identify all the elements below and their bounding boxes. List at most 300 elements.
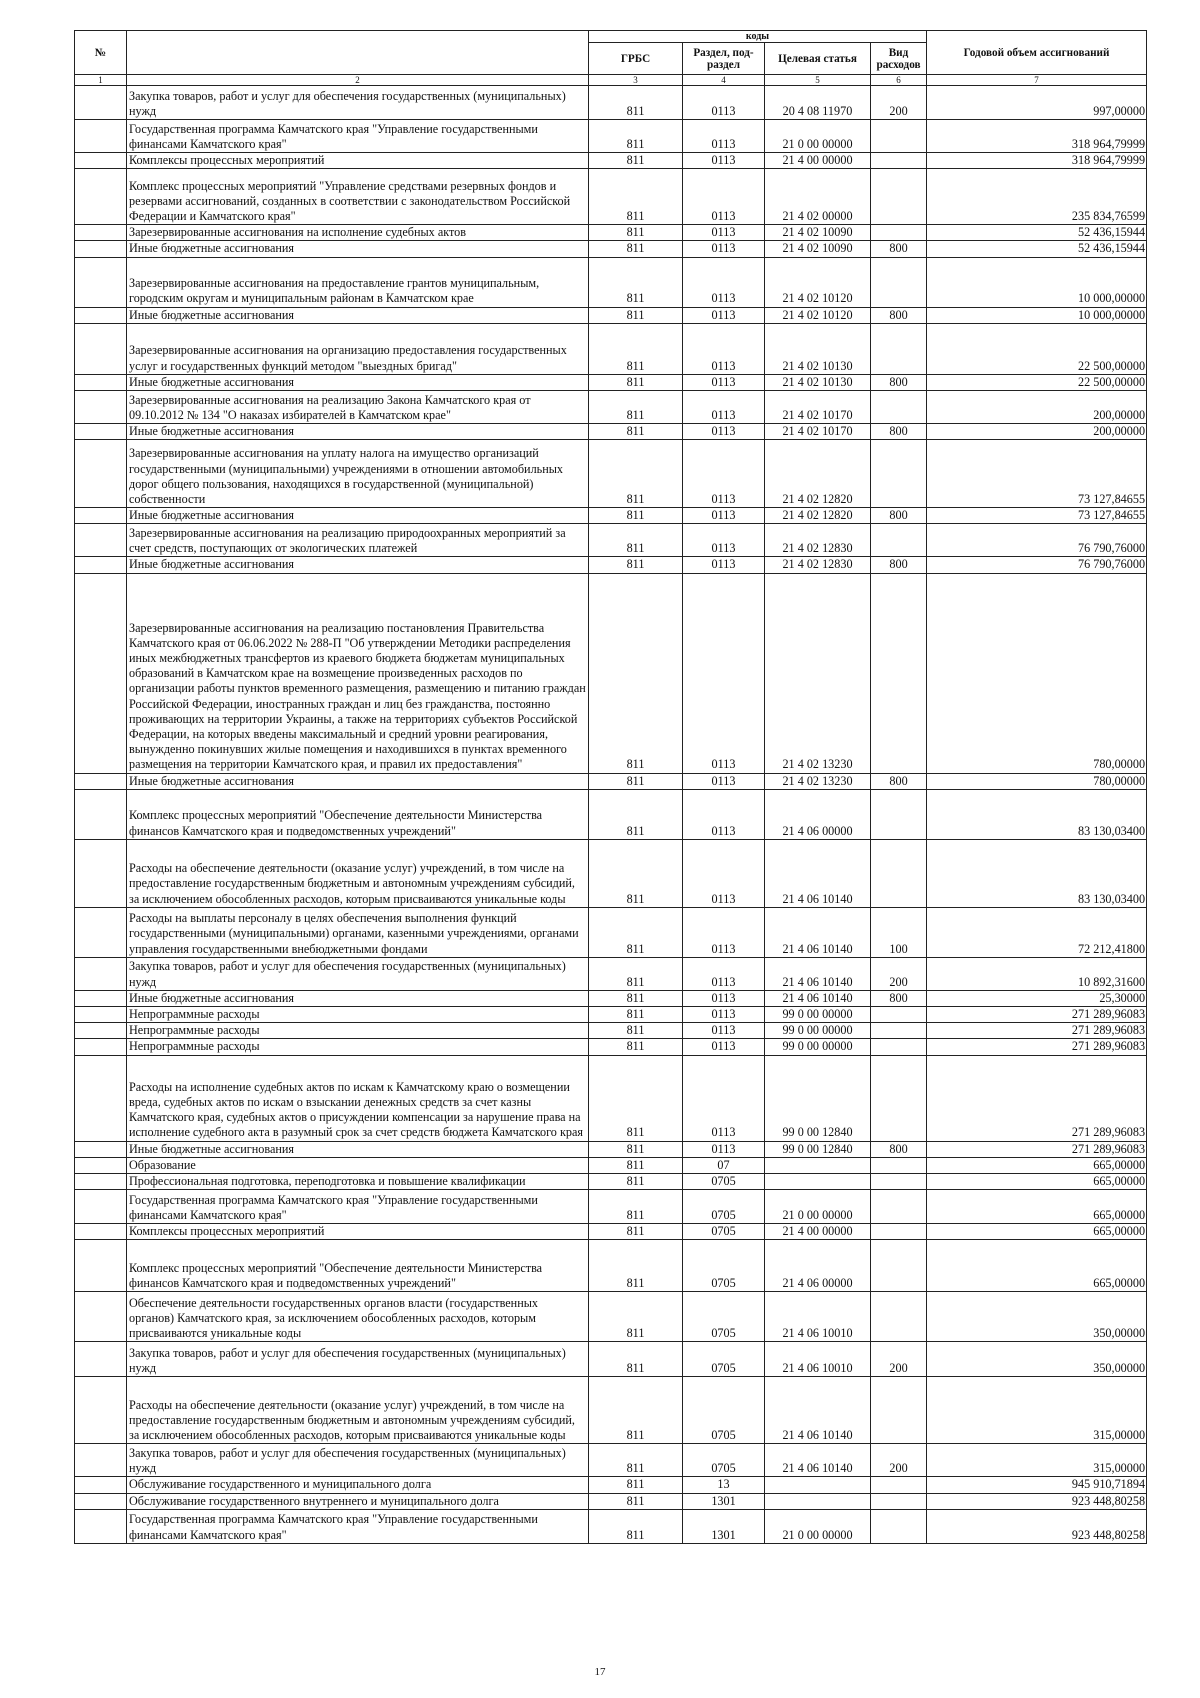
row-celevaya: 21 4 02 10090 [765,225,871,241]
row-grbs: 811 [589,839,683,907]
row-razdel: 0113 [683,86,765,120]
row-amount: 315,00000 [927,1444,1147,1477]
row-number [75,1157,127,1173]
row-razdel: 0113 [683,508,765,524]
row-vid [871,391,927,424]
row-grbs: 811 [589,1007,683,1023]
row-amount: 72 212,41800 [927,907,1147,957]
row-amount: 780,00000 [927,573,1147,773]
row-grbs: 811 [589,1055,683,1141]
row-number [75,1023,127,1039]
header-celevaya: Целевая статья [765,43,871,75]
row-description: Обеспечение деятельности государственных органов власти (государственных органов) Камчатского края, за исключением обособленных расходов, которым присваиваются уникальные коды [127,1292,589,1342]
row-celevaya: 99 0 00 00000 [765,1007,871,1023]
row-number [75,1224,127,1240]
row-vid [871,1039,927,1055]
row-celevaya: 21 0 00 00000 [765,120,871,153]
row-razdel: 0113 [683,573,765,773]
row-celevaya [765,1157,871,1173]
row-description: Расходы на обеспечение деятельности (оказание услуг) учреждений, в том числе на предоставление государственным бюджетным и автономным учреждениям субсидий, за исключением обособленных расходов, которым присваиваются уникальные коды [127,839,589,907]
page-number: 17 [594,1666,606,1678]
table-row [75,1157,1147,1173]
table-row [75,374,1147,390]
row-razdel: 0113 [683,789,765,839]
row-razdel: 0113 [683,524,765,557]
table-row [75,1190,1147,1224]
table-row [75,391,1147,424]
row-number [75,307,127,323]
row-number [75,120,127,153]
row-razdel: 0113 [683,307,765,323]
row-amount: 997,00000 [927,86,1147,120]
row-vid [871,839,927,907]
row-grbs: 811 [589,1157,683,1173]
row-vid [871,1023,927,1039]
table-row [75,1174,1147,1190]
row-celevaya: 21 4 06 10010 [765,1292,871,1342]
table-row [75,1039,1147,1055]
row-description: Зарезервированные ассигнования на реализацию Закона Камчатского края от 09.10.2012 № 134 "О наказах избирателей в Камчатском крае" [127,391,589,424]
header-grbs: ГРБС [589,43,683,75]
row-description: Зарезервированные ассигнования на предоставление грантов муниципальным, городским округам и муниципальным районам в Камчатском крае [127,257,589,307]
row-celevaya: 21 4 02 10170 [765,424,871,440]
row-celevaya: 99 0 00 12840 [765,1055,871,1141]
table-row [75,1292,1147,1342]
col-number: 5 [765,75,871,86]
row-description: Закупка товаров, работ и услуг для обеспечения государственных (муниципальных) нужд [127,86,589,120]
table-row [75,1023,1147,1039]
row-celevaya: 99 0 00 00000 [765,1039,871,1055]
header-num: № [75,31,127,75]
table-row [75,1055,1147,1141]
header-codes: коды [589,31,927,43]
table-row [75,1141,1147,1157]
row-number [75,86,127,120]
row-celevaya [765,1174,871,1190]
row-vid [871,1190,927,1224]
row-razdel: 0113 [683,557,765,573]
row-razdel: 0113 [683,323,765,374]
row-number [75,169,127,225]
row-razdel: 0113 [683,169,765,225]
row-grbs: 811 [589,957,683,990]
row-vid: 200 [871,86,927,120]
row-razdel: 0705 [683,1444,765,1477]
row-number [75,508,127,524]
row-celevaya: 21 4 02 12830 [765,524,871,557]
row-grbs: 811 [589,120,683,153]
row-number [75,241,127,257]
table-row [75,957,1147,990]
row-celevaya: 21 4 02 12830 [765,557,871,573]
row-grbs: 811 [589,1190,683,1224]
row-number [75,1007,127,1023]
row-description: Иные бюджетные ассигнования [127,241,589,257]
row-celevaya: 21 4 02 10130 [765,374,871,390]
row-vid [871,1509,927,1543]
table-row [75,120,1147,153]
row-description: Зарезервированные ассигнования на реализацию постановления Правительства Камчатского края от 06.06.2022 № 288-П "Об утверждении Методики распределения иных межбюджетных трансфертов из краевого бюджета бюджетам муниципальных образований в Камчатском крае на возмещение произведенных расходов по организации работы пунктов временного размещения, размещению и питанию граждан Российской Федерации, иностранных граждан и лиц без гражданства, постоянно проживающих на территории Украины, а также на территориях субъектов Российской Федерации, на которых введены максимальный и средний уровни реагирования, вынужденно покинувших жилые помещения и находившихся в пунктах временного размещения на территории Камчатского края, и правил их предоставления" [127,573,589,773]
row-vid [871,1174,927,1190]
row-amount: 665,00000 [927,1190,1147,1224]
row-amount: 271 289,96083 [927,1055,1147,1141]
row-celevaya: 21 4 00 00000 [765,1224,871,1240]
row-number [75,323,127,374]
row-grbs: 811 [589,391,683,424]
row-grbs: 811 [589,524,683,557]
row-vid [871,524,927,557]
row-description: Иные бюджетные ассигнования [127,424,589,440]
row-grbs: 811 [589,789,683,839]
row-vid [871,120,927,153]
row-vid: 800 [871,241,927,257]
row-description: Государственная программа Камчатского края "Управление государственными финансами Камчатского края" [127,120,589,153]
row-number [75,907,127,957]
row-amount: 10 000,00000 [927,307,1147,323]
row-description: Обслуживание государственного внутреннего и муниципального долга [127,1493,589,1509]
row-vid [871,440,927,508]
row-amount: 73 127,84655 [927,508,1147,524]
row-description: Расходы на исполнение судебных актов по искам к Камчатскому краю о возмещении вреда, судебных актов по искам о взыскании денежных средств за счет казны Камчатского края, судебных актов о присуждении компенсации за нарушение права на исполнение судебного акта в разумный срок за счет средств бюджета Камчатского края [127,1055,589,1141]
row-grbs: 811 [589,1240,683,1292]
row-razdel: 0113 [683,225,765,241]
row-description: Иные бюджетные ассигнования [127,990,589,1006]
row-description: Профессиональная подготовка, переподготовка и повышение квалификации [127,1174,589,1190]
table-row [75,1240,1147,1292]
row-razdel: 07 [683,1157,765,1173]
row-number [75,1377,127,1444]
row-amount: 923 448,80258 [927,1493,1147,1509]
row-razdel: 0113 [683,153,765,169]
row-number [75,1493,127,1509]
table-row [75,508,1147,524]
row-celevaya: 21 0 00 00000 [765,1509,871,1543]
row-description: Комплекс процессных мероприятий "Обеспечение деятельности Министерства финансов Камчатского края и подведомственных учреждений" [127,1240,589,1292]
row-number [75,957,127,990]
row-razdel: 13 [683,1477,765,1493]
row-description: Иные бюджетные ассигнования [127,773,589,789]
row-celevaya: 21 4 00 00000 [765,153,871,169]
table-row [75,1493,1147,1509]
row-vid [871,323,927,374]
row-celevaya: 21 4 02 00000 [765,169,871,225]
row-amount: 350,00000 [927,1342,1147,1377]
row-celevaya: 21 4 02 13230 [765,773,871,789]
row-celevaya: 21 4 06 10140 [765,990,871,1006]
row-vid [871,1055,927,1141]
row-amount: 76 790,76000 [927,524,1147,557]
row-vid [871,1157,927,1173]
row-description: Иные бюджетные ассигнования [127,1141,589,1157]
row-number [75,1444,127,1477]
row-description: Комплексы процессных мероприятий [127,1224,589,1240]
row-razdel: 0113 [683,907,765,957]
row-celevaya: 21 4 06 00000 [765,1240,871,1292]
row-grbs: 811 [589,1477,683,1493]
row-grbs: 811 [589,257,683,307]
row-number [75,1509,127,1543]
row-grbs: 811 [589,508,683,524]
table-row [75,225,1147,241]
row-vid [871,257,927,307]
row-grbs: 811 [589,424,683,440]
row-grbs: 811 [589,1493,683,1509]
row-description: Комплексы процессных мероприятий [127,153,589,169]
row-amount: 25,30000 [927,990,1147,1006]
row-amount: 350,00000 [927,1292,1147,1342]
table-row [75,773,1147,789]
table-row [75,839,1147,907]
row-amount: 665,00000 [927,1174,1147,1190]
row-grbs: 811 [589,1174,683,1190]
row-description: Непрограммные расходы [127,1039,589,1055]
row-description: Иные бюджетные ассигнования [127,557,589,573]
row-grbs: 811 [589,307,683,323]
row-description: Непрограммные расходы [127,1007,589,1023]
row-celevaya: 21 4 02 12820 [765,440,871,508]
row-number [75,773,127,789]
table-row [75,424,1147,440]
row-grbs: 811 [589,573,683,773]
row-razdel: 0113 [683,241,765,257]
row-celevaya: 21 4 02 13230 [765,573,871,773]
row-razdel: 0113 [683,440,765,508]
table-row [75,789,1147,839]
row-razdel: 0113 [683,1141,765,1157]
row-vid [871,1477,927,1493]
row-description: Закупка товаров, работ и услуг для обеспечения государственных (муниципальных) нужд [127,1444,589,1477]
row-grbs: 811 [589,1509,683,1543]
row-razdel: 0705 [683,1342,765,1377]
row-razdel: 0113 [683,424,765,440]
row-grbs: 811 [589,153,683,169]
table-row [75,1509,1147,1543]
row-number [75,440,127,508]
row-vid [871,573,927,773]
row-description: Зарезервированные ассигнования на реализацию природоохранных мероприятий за счет средств, поступающих от экологических платежей [127,524,589,557]
row-razdel: 0705 [683,1224,765,1240]
row-amount: 945 910,71894 [927,1477,1147,1493]
row-grbs: 811 [589,1141,683,1157]
header-vid: Вид расходов [871,43,927,75]
row-grbs: 811 [589,1342,683,1377]
row-description: Комплекс процессных мероприятий "Управление средствами резервных фондов и резервами ассигнований, созданных в соответствии с законодательством Российской Федерации и Камчатского края" [127,169,589,225]
row-amount: 318 964,79999 [927,120,1147,153]
row-description: Образование [127,1157,589,1173]
row-number [75,424,127,440]
table-row [75,440,1147,508]
row-amount: 271 289,96083 [927,1039,1147,1055]
row-amount: 271 289,96083 [927,1141,1147,1157]
row-vid: 800 [871,307,927,323]
row-amount: 315,00000 [927,1377,1147,1444]
row-grbs: 811 [589,557,683,573]
row-description: Иные бюджетные ассигнования [127,307,589,323]
row-celevaya: 21 4 02 12820 [765,508,871,524]
row-grbs: 811 [589,169,683,225]
table-row [75,323,1147,374]
col-number: 6 [871,75,927,86]
row-number [75,839,127,907]
col-number: 1 [75,75,127,86]
row-celevaya: 21 4 06 10140 [765,957,871,990]
row-celevaya: 20 4 08 11970 [765,86,871,120]
row-description: Непрограммные расходы [127,1023,589,1039]
row-grbs: 811 [589,86,683,120]
row-razdel: 0113 [683,374,765,390]
row-number [75,1055,127,1141]
row-celevaya: 21 4 06 10140 [765,907,871,957]
row-number [75,1039,127,1055]
row-number [75,391,127,424]
row-number [75,374,127,390]
row-number [75,1190,127,1224]
row-description: Иные бюджетные ассигнования [127,374,589,390]
row-amount: 83 130,03400 [927,789,1147,839]
row-number [75,1292,127,1342]
row-vid [871,153,927,169]
row-amount: 235 834,76599 [927,169,1147,225]
table-row [75,1007,1147,1023]
row-grbs: 811 [589,1292,683,1342]
row-description: Закупка товаров, работ и услуг для обеспечения государственных (муниципальных) нужд [127,957,589,990]
row-number [75,557,127,573]
row-grbs: 811 [589,1444,683,1477]
row-number [75,524,127,557]
row-amount: 22 500,00000 [927,374,1147,390]
row-description: Зарезервированные ассигнования на уплату налога на имущество организаций государственными (муниципальными) учреждениями в отношении автомобильных дорог общего пользования, находящихся в государственной (муниципальной) собственности [127,440,589,508]
row-celevaya [765,1493,871,1509]
row-grbs: 811 [589,990,683,1006]
row-celevaya: 21 4 06 00000 [765,789,871,839]
row-razdel: 0113 [683,773,765,789]
header-desc [127,31,589,75]
row-description: Комплекс процессных мероприятий "Обеспечение деятельности Министерства финансов Камчатского края и подведомственных учреждений" [127,789,589,839]
row-grbs: 811 [589,1023,683,1039]
row-razdel: 0113 [683,120,765,153]
row-celevaya: 21 0 00 00000 [765,1190,871,1224]
row-description: Расходы на обеспечение деятельности (оказание услуг) учреждений, в том числе на предоставление государственным бюджетным и автономным учреждениям субсидий, за исключением обособленных расходов, которым присваиваются уникальные коды [127,1377,589,1444]
table-row [75,1224,1147,1240]
row-amount: 76 790,76000 [927,557,1147,573]
row-grbs: 811 [589,1039,683,1055]
row-number [75,990,127,1006]
table-row [75,257,1147,307]
row-vid: 200 [871,1444,927,1477]
row-vid [871,1224,927,1240]
row-description: Закупка товаров, работ и услуг для обеспечения государственных (муниципальных) нужд [127,1342,589,1377]
row-vid: 200 [871,957,927,990]
row-amount: 10 000,00000 [927,257,1147,307]
row-celevaya: 21 4 02 10090 [765,241,871,257]
row-celevaya: 21 4 02 10170 [765,391,871,424]
row-amount: 780,00000 [927,773,1147,789]
row-description: Обслуживание государственного и муниципального долга [127,1477,589,1493]
row-grbs: 811 [589,225,683,241]
budget-table [74,30,1147,1544]
table-row [75,1477,1147,1493]
row-vid [871,1493,927,1509]
row-amount: 200,00000 [927,424,1147,440]
row-description: Расходы на выплаты персоналу в целях обеспечения выполнения функций государственными (муниципальными) органами, казенными учреждениями, органами управления государственными внебюджетными фондами [127,907,589,957]
row-number [75,1141,127,1157]
row-number [75,153,127,169]
table-row [75,1444,1147,1477]
row-razdel: 0705 [683,1174,765,1190]
row-vid: 100 [871,907,927,957]
row-vid: 800 [871,990,927,1006]
row-vid: 800 [871,508,927,524]
row-description: Зарезервированные ассигнования на организацию предоставления государственных услуг и государственных функций методом "выездных бригад" [127,323,589,374]
row-razdel: 0705 [683,1292,765,1342]
row-celevaya: 99 0 00 00000 [765,1023,871,1039]
row-number [75,1240,127,1292]
header-amount: Годовой объем ассигнований [927,31,1147,75]
row-vid [871,1377,927,1444]
row-grbs: 811 [589,773,683,789]
table-row [75,86,1147,120]
row-grbs: 811 [589,1377,683,1444]
row-number [75,1342,127,1377]
row-amount: 200,00000 [927,391,1147,424]
row-razdel: 0705 [683,1377,765,1444]
row-vid [871,225,927,241]
table-row [75,241,1147,257]
row-razdel: 0705 [683,1240,765,1292]
row-number [75,1477,127,1493]
row-vid: 800 [871,374,927,390]
row-vid: 200 [871,1342,927,1377]
row-razdel: 0113 [683,957,765,990]
col-number: 4 [683,75,765,86]
budget-table-sheet [74,30,1146,1544]
row-vid [871,1240,927,1292]
table-row [75,307,1147,323]
row-amount: 10 892,31600 [927,957,1147,990]
row-razdel: 0113 [683,1055,765,1141]
table-row [75,990,1147,1006]
table-row [75,524,1147,557]
row-amount: 923 448,80258 [927,1509,1147,1543]
row-description: Государственная программа Камчатского края "Управление государственными финансами Камчатского края" [127,1190,589,1224]
row-grbs: 811 [589,374,683,390]
row-razdel: 0113 [683,839,765,907]
row-vid: 800 [871,424,927,440]
row-vid [871,169,927,225]
row-amount: 22 500,00000 [927,323,1147,374]
row-celevaya: 21 4 02 10120 [765,257,871,307]
row-celevaya: 21 4 06 10140 [765,1444,871,1477]
table-row [75,153,1147,169]
table-row [75,1377,1147,1444]
row-vid: 800 [871,1141,927,1157]
row-grbs: 811 [589,241,683,257]
row-razdel: 0113 [683,1007,765,1023]
table-row [75,573,1147,773]
row-celevaya: 21 4 06 10140 [765,1377,871,1444]
row-celevaya: 21 4 02 10130 [765,323,871,374]
row-description: Зарезервированные ассигнования на исполнение судебных актов [127,225,589,241]
row-amount: 665,00000 [927,1157,1147,1173]
row-razdel: 0113 [683,257,765,307]
row-razdel: 1301 [683,1509,765,1543]
row-amount: 318 964,79999 [927,153,1147,169]
col-number: 3 [589,75,683,86]
row-number [75,789,127,839]
row-razdel: 1301 [683,1493,765,1509]
row-vid [871,1007,927,1023]
row-amount: 271 289,96083 [927,1023,1147,1039]
